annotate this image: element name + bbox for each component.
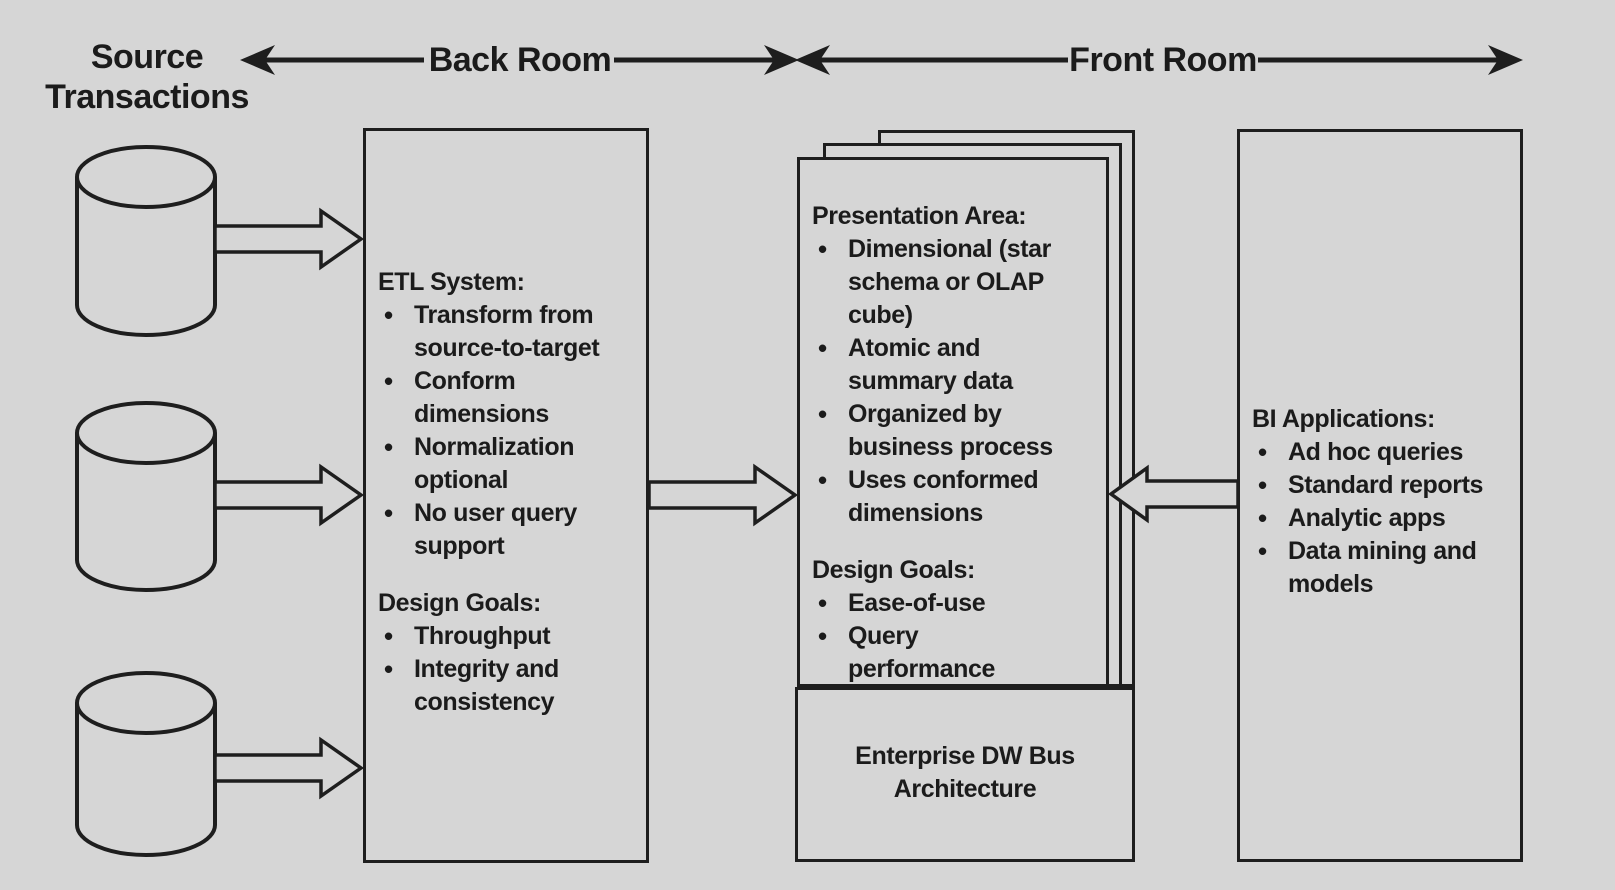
bi-to-presentation-arrow <box>1111 468 1238 520</box>
front-room-label: Front Room <box>1069 41 1257 79</box>
bi-item-text: Data mining and models <box>1288 537 1477 598</box>
bullet-icon: • <box>384 300 393 330</box>
presentation-title: Presentation Area: <box>812 202 1027 230</box>
presentation-text-block <box>812 200 1070 686</box>
etl-text-block <box>378 266 632 719</box>
presentation-item <box>812 233 1070 332</box>
etl-item <box>378 299 632 365</box>
etl-item <box>378 365 632 431</box>
presentation-item <box>812 332 1070 398</box>
bi-item-text: Ad hoc queries <box>1288 438 1463 466</box>
bullet-icon: • <box>818 234 827 264</box>
bullet-icon: • <box>384 366 393 396</box>
presentation-item <box>812 398 1070 464</box>
bullet-icon: • <box>1258 503 1267 533</box>
database-cylinder-icon-3 <box>77 673 215 855</box>
etl-goal-text: Throughput <box>414 622 551 650</box>
bullet-icon: • <box>818 465 827 495</box>
enterprise-dw-bus-label-wrap <box>795 740 1135 806</box>
presentation-design-goals-title: Design Goals: <box>812 556 975 584</box>
etl-item-text: Conform dimensions <box>414 367 549 428</box>
source-to-etl-arrow-1 <box>215 211 361 267</box>
bi-item <box>1252 535 1502 601</box>
presentation-item-text: Dimensional (star schema or OLAP cube) <box>848 235 1051 329</box>
bi-item <box>1252 502 1502 535</box>
enterprise-dw-bus-label: Enterprise DW Bus Architecture <box>855 742 1075 803</box>
bi-title: BI Applications: <box>1252 405 1435 433</box>
presentation-item <box>812 464 1070 530</box>
presentation-item-text: Atomic and summary data <box>848 334 1013 395</box>
bullet-icon: • <box>818 621 827 651</box>
presentation-goal-item <box>812 587 1070 620</box>
back-room-label: Back Room <box>428 41 612 79</box>
etl-title: ETL System: <box>378 268 525 296</box>
source-transactions-label <box>28 37 266 117</box>
bi-item-text: Analytic apps <box>1288 504 1446 532</box>
etl-item <box>378 431 632 497</box>
source-to-etl-arrow-2 <box>215 467 361 523</box>
bullet-icon: • <box>384 621 393 651</box>
source-label-line1: Source <box>90 38 204 76</box>
etl-goal-item <box>378 653 632 719</box>
database-cylinder-icon-1 <box>77 147 215 335</box>
bullet-icon: • <box>818 588 827 618</box>
bullet-icon: • <box>384 498 393 528</box>
bi-item-text: Standard reports <box>1288 471 1484 499</box>
etl-goal-item <box>378 620 632 653</box>
bullet-icon: • <box>384 654 393 684</box>
etl-to-presentation-arrow <box>649 467 795 523</box>
presentation-goal-text: Ease-of-use <box>848 589 986 617</box>
presentation-goal-text: Query performance <box>848 622 996 683</box>
presentation-goal-item <box>812 620 1070 686</box>
etl-goal-text: Integrity and consistency <box>414 655 559 716</box>
bullet-icon: • <box>1258 470 1267 500</box>
bullet-icon: • <box>1258 437 1267 467</box>
etl-item-text: Normalization optional <box>414 433 575 494</box>
etl-item-text: No user query support <box>414 499 577 560</box>
presentation-item-text: Organized by business process <box>848 400 1053 461</box>
bullet-icon: • <box>818 333 827 363</box>
source-label-line2: Transactions <box>45 78 249 116</box>
etl-design-goals-title: Design Goals: <box>378 589 541 617</box>
bullet-icon: • <box>1258 536 1267 566</box>
bi-item <box>1252 436 1502 469</box>
bi-text-block <box>1252 403 1502 601</box>
bi-item <box>1252 469 1502 502</box>
database-cylinder-icon-2 <box>77 403 215 590</box>
bullet-icon: • <box>384 432 393 462</box>
source-to-etl-arrow-3 <box>215 740 361 796</box>
etl-item-text: Transform from source-to-target <box>414 301 600 362</box>
bullet-icon: • <box>818 399 827 429</box>
etl-item <box>378 497 632 563</box>
presentation-item-text: Uses conformed dimensions <box>848 466 1039 527</box>
